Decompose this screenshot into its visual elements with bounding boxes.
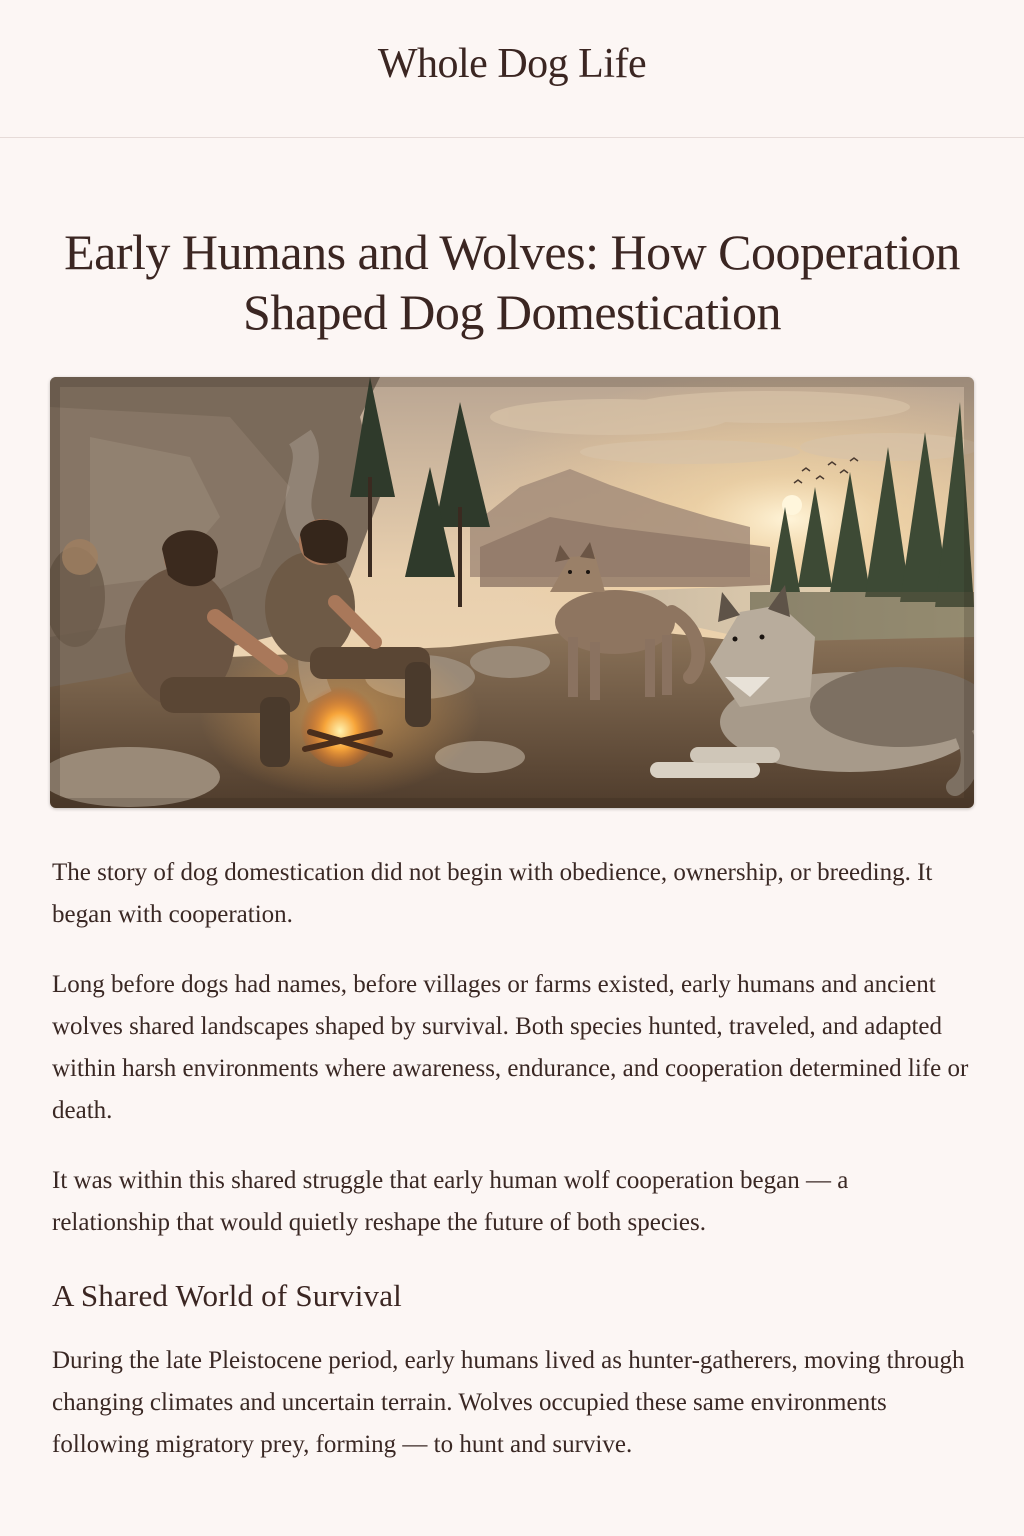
site-title[interactable]: Whole Dog Life <box>377 40 647 87</box>
article-title: Early Humans and Wolves: How Cooperation Shaped Dog Domestication <box>64 224 960 340</box>
site-header <box>0 0 1024 138</box>
article-body <box>52 852 972 1466</box>
hero-image <box>50 377 974 808</box>
section-heading: A Shared World of Survival <box>52 1278 402 1313</box>
paragraph: During the late Pleistocene period, early humans lived as hunter-gatherers, moving through changing climates and uncertain terrain. Wolves occupied these same environments following migratory prey, forming — to hunt and survive. <box>52 1347 965 1458</box>
campfire-wolves-illustration <box>50 377 974 808</box>
paragraph: The story of dog domestication did not begin with obedience, ownership, or breeding. It began with cooperation. <box>52 859 933 928</box>
paragraph: Long before dogs had names, before villages or farms existed, early humans and ancient wolves shared landscapes shaped by survival. Both species hunted, traveled, and adapted within harsh environments where awareness, endurance, and cooperation determined life or death. <box>52 971 969 1124</box>
article <box>0 222 1024 1466</box>
paragraph: It was within this shared struggle that early human wolf cooperation began — a relationship that would quietly reshape the future of both species. <box>52 1167 849 1236</box>
